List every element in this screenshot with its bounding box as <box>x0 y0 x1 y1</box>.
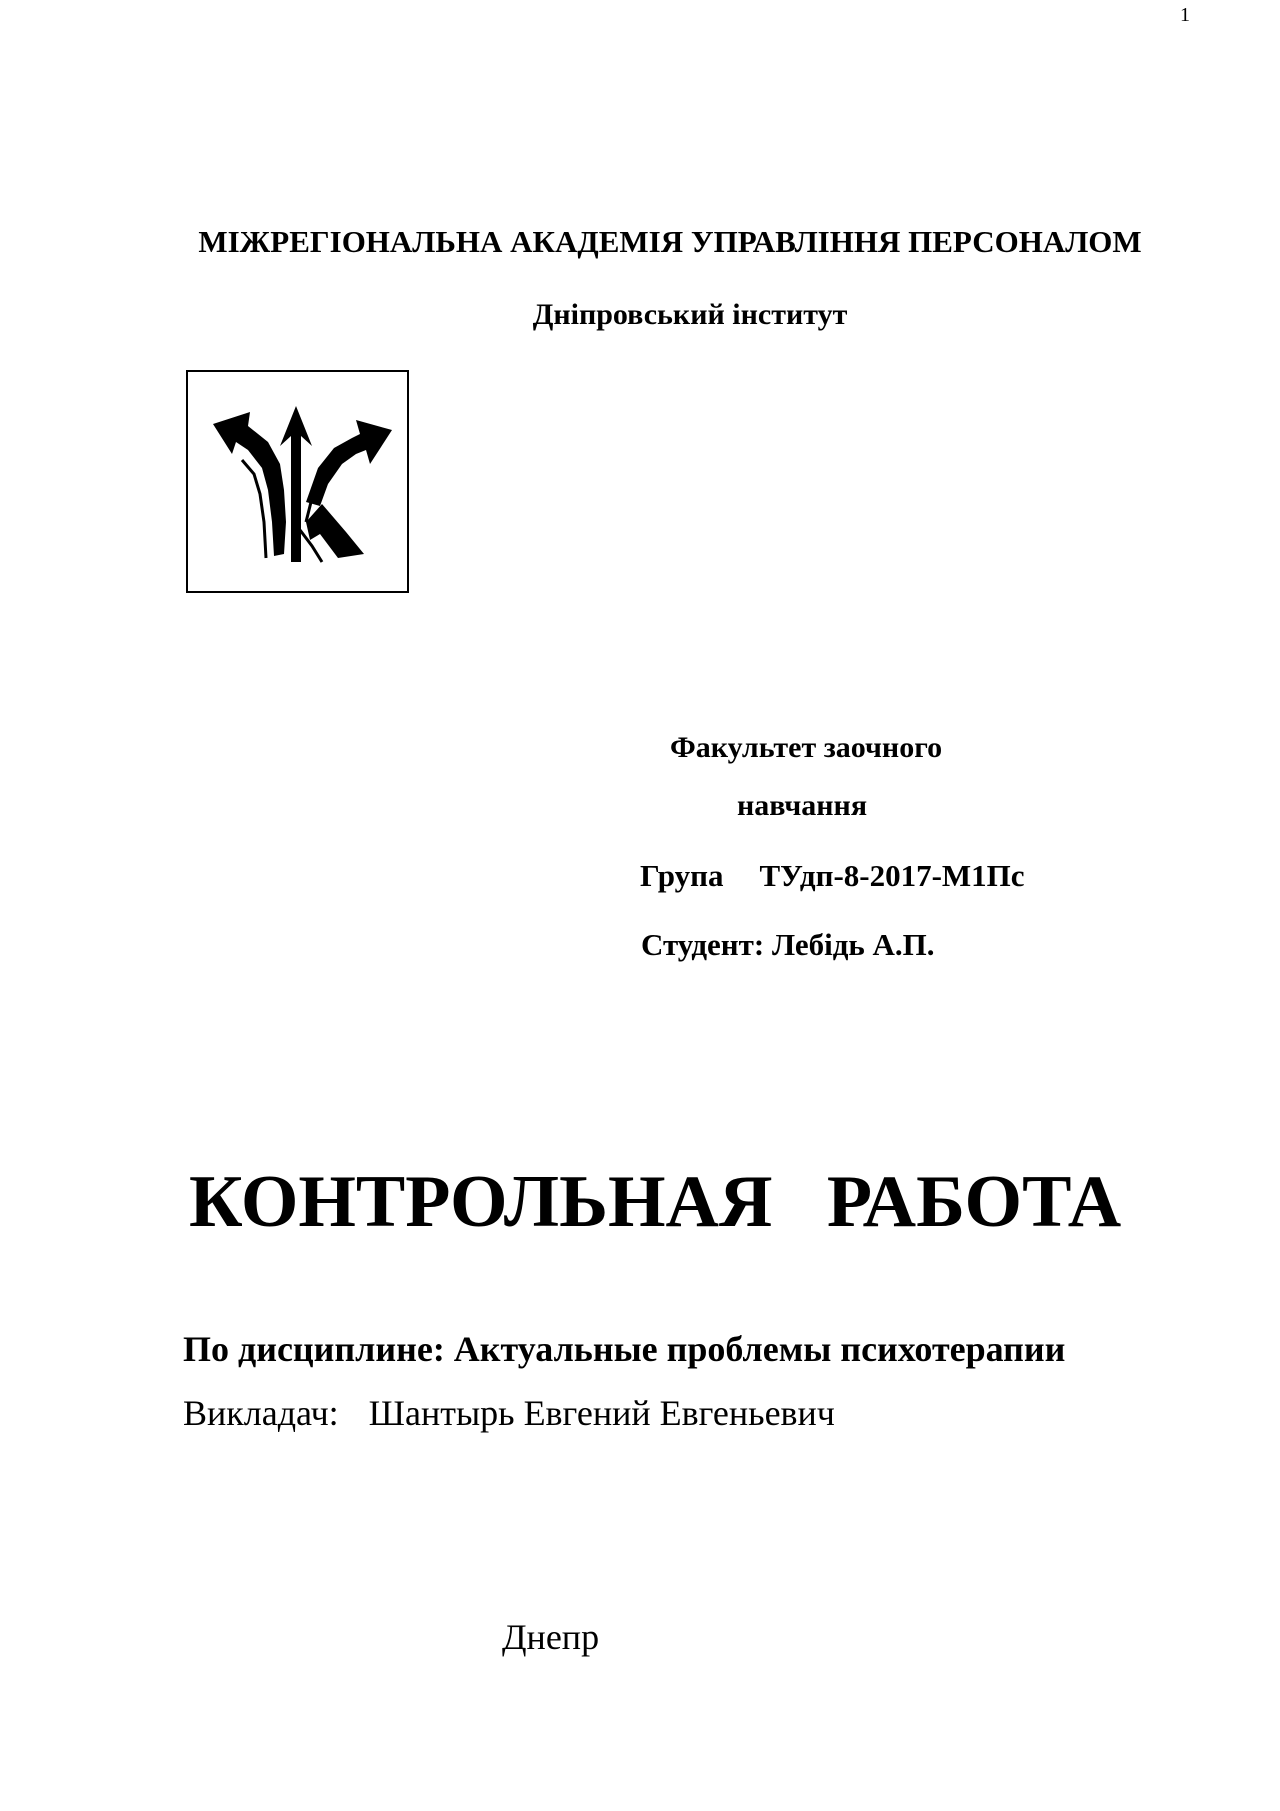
student-info: Студент: Лебідь А.П. <box>641 927 935 962</box>
group-value: ТУдп-8-2017-М1Пс <box>759 858 1025 893</box>
work-title: КОНТРОЛЬНАЯ РАБОТА <box>189 1161 1122 1243</box>
faculty-line-2: навчання <box>737 789 868 822</box>
institute-name: Дніпровський інститут <box>532 298 848 331</box>
group-label: Група <box>640 858 724 893</box>
city-name: Днепр <box>502 1617 600 1657</box>
group-row <box>640 858 1025 894</box>
faculty-line-1: Факультет заочного <box>670 731 943 764</box>
teacher-label: Викладач: <box>183 1393 339 1433</box>
logo-frame <box>186 370 409 593</box>
maup-logo-icon <box>188 372 407 591</box>
discipline-line: По дисциплине: Актуальные проблемы психотерапии <box>183 1329 1066 1369</box>
teacher-name: Шантырь Евгений Евгеньевич <box>368 1393 835 1433</box>
teacher-row <box>183 1392 835 1434</box>
page-number: 1 <box>1180 4 1190 26</box>
academy-name: МІЖРЕГІОНАЛЬНА АКАДЕМІЯ УПРАВЛІННЯ ПЕРСОНАЛОМ <box>198 224 1142 259</box>
